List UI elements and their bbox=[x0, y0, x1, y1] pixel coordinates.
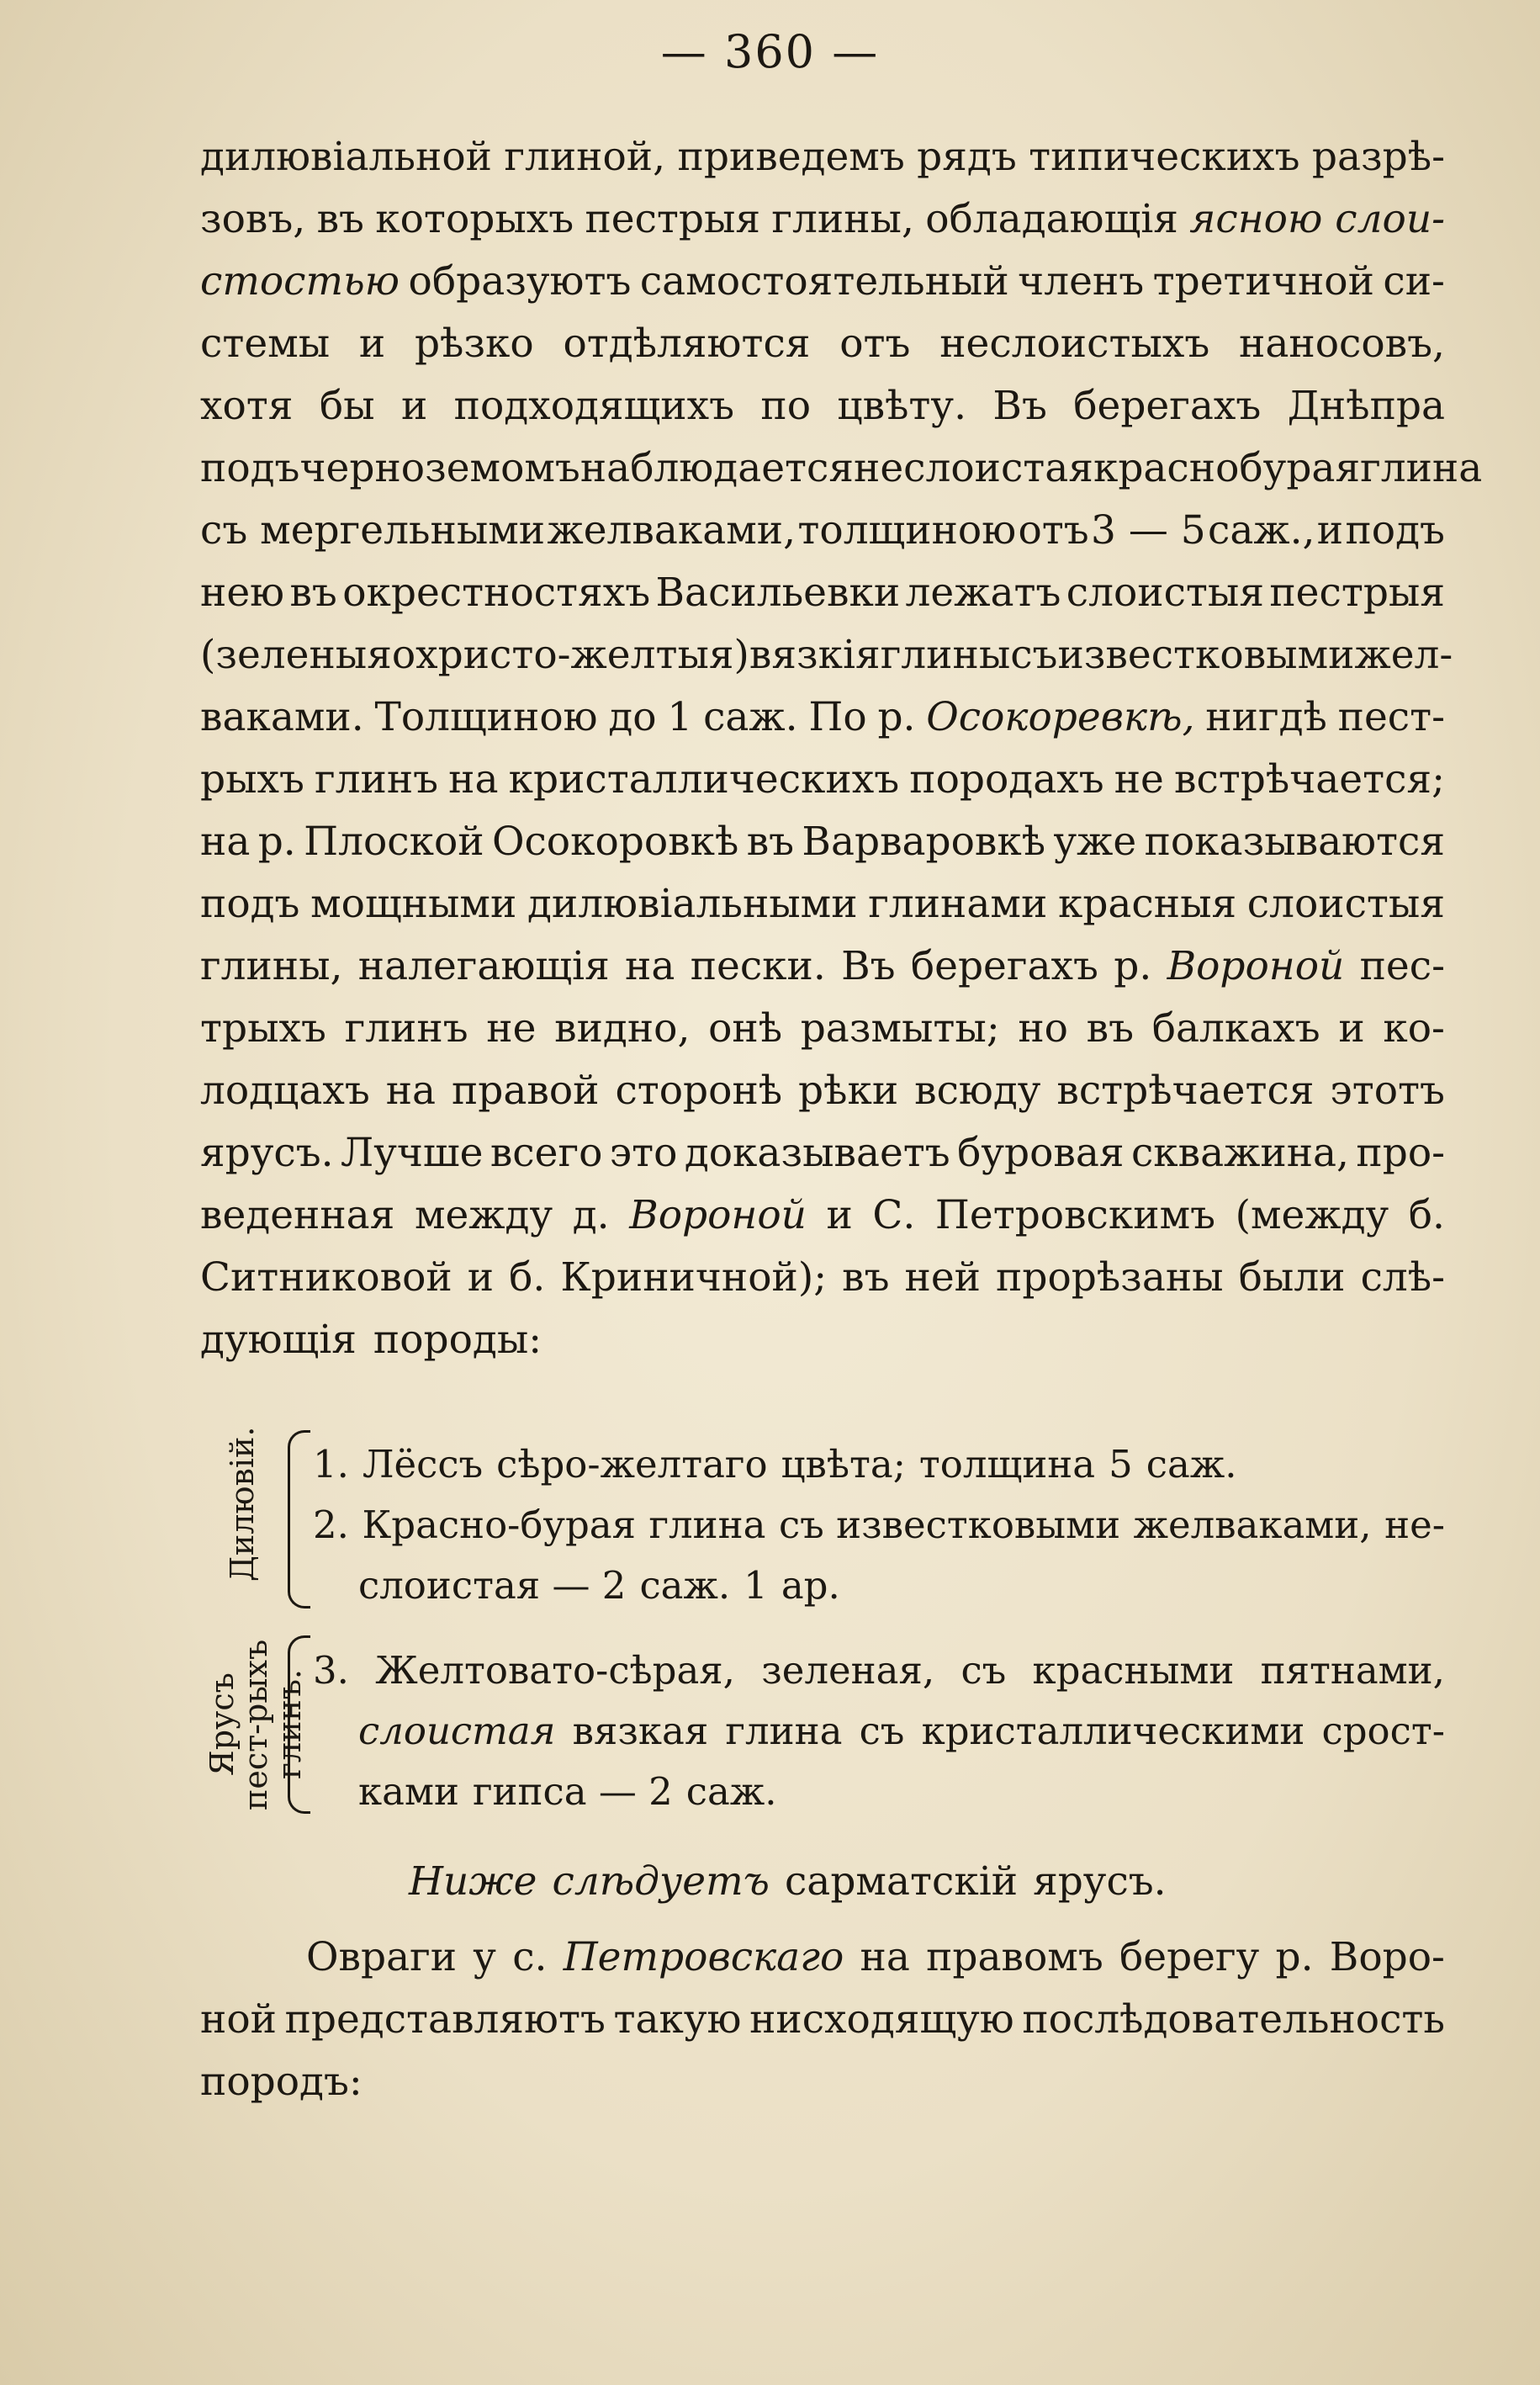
word: подъ bbox=[1345, 507, 1445, 554]
word: глинъ bbox=[315, 756, 439, 803]
item-line bbox=[313, 1495, 1445, 1556]
word: и bbox=[1316, 507, 1344, 554]
word: отъ bbox=[839, 321, 911, 367]
word: глина bbox=[1360, 445, 1483, 491]
section-brace-diluvium bbox=[288, 1430, 310, 1609]
text-line bbox=[200, 500, 1445, 562]
word: берегахъ bbox=[910, 943, 1098, 989]
word: лодцахъ bbox=[200, 1068, 370, 1114]
word: членъ bbox=[1018, 258, 1145, 305]
second-paragraph bbox=[200, 1927, 1445, 2113]
word: были bbox=[1238, 1254, 1346, 1301]
word: По bbox=[808, 694, 867, 740]
word: р. bbox=[1114, 943, 1152, 989]
text-line bbox=[200, 2051, 1445, 2113]
word: типическихъ bbox=[1029, 134, 1300, 180]
word: Плоской bbox=[304, 819, 484, 865]
word: (зеленыя bbox=[200, 632, 392, 678]
word: ар. bbox=[781, 1563, 840, 1608]
word: краснобурая bbox=[1093, 445, 1361, 491]
word: срост- bbox=[1321, 1709, 1445, 1753]
word: пестрыя bbox=[585, 196, 761, 242]
item-line bbox=[313, 1762, 1445, 1822]
text-line bbox=[200, 437, 1483, 500]
word: съ bbox=[859, 1709, 905, 1753]
text-line bbox=[200, 126, 1445, 188]
word: третичной bbox=[1152, 258, 1374, 305]
word: балкахъ bbox=[1151, 1005, 1320, 1052]
word: Вороной bbox=[1167, 943, 1345, 989]
word: нигдѣ bbox=[1205, 694, 1327, 740]
word: 3. bbox=[313, 1648, 349, 1693]
item-line bbox=[313, 1434, 1445, 1495]
word: на bbox=[860, 1934, 910, 1980]
text-line bbox=[200, 686, 1445, 749]
word: по bbox=[760, 383, 812, 429]
word: уже bbox=[1053, 819, 1137, 865]
word: слоистыя bbox=[1246, 881, 1445, 927]
section-variegated-clays-items bbox=[313, 1640, 1445, 1822]
word: и bbox=[358, 321, 386, 367]
word: въ bbox=[1086, 1005, 1135, 1052]
word: наблюдается bbox=[579, 445, 855, 491]
word: слоистая bbox=[358, 1709, 556, 1753]
word: про- bbox=[1356, 1130, 1445, 1176]
text-line bbox=[200, 313, 1445, 375]
main-paragraph bbox=[200, 126, 1483, 1371]
word: отдѣляются bbox=[563, 321, 811, 367]
word: толщиною bbox=[797, 507, 1017, 554]
word: и bbox=[467, 1254, 495, 1301]
word: глины, bbox=[771, 196, 914, 242]
word: 1 bbox=[667, 694, 693, 740]
word: дилювіальной bbox=[200, 134, 492, 180]
word: не- bbox=[1384, 1503, 1445, 1547]
word: это bbox=[609, 1130, 678, 1176]
word: Лучше bbox=[340, 1130, 484, 1176]
word: Воро- bbox=[1329, 1934, 1445, 1980]
word: послѣдовательность bbox=[1022, 1996, 1445, 2043]
word: пестрыя bbox=[1269, 570, 1445, 616]
word: глина bbox=[725, 1709, 843, 1753]
word: глинъ bbox=[344, 1005, 468, 1052]
word: глины, bbox=[200, 943, 343, 989]
word: породы: bbox=[373, 1317, 542, 1363]
word: представляютъ bbox=[284, 1996, 606, 2043]
word: Въ bbox=[841, 943, 896, 989]
word: р. bbox=[257, 819, 296, 865]
word: рѣзко bbox=[414, 321, 534, 367]
word: трыхъ bbox=[200, 1005, 326, 1052]
word: вязкая bbox=[572, 1709, 709, 1753]
text-line bbox=[200, 811, 1445, 873]
word: обладающія bbox=[925, 196, 1178, 242]
word: Криничной); bbox=[560, 1254, 828, 1301]
text-line bbox=[200, 562, 1445, 624]
word: глиной, bbox=[504, 134, 666, 180]
word: съ bbox=[961, 1648, 1007, 1693]
word: Въ bbox=[992, 383, 1047, 429]
word: слѣдуетъ bbox=[552, 1858, 770, 1905]
word: хотя bbox=[200, 383, 294, 429]
word: 2. bbox=[313, 1503, 349, 1547]
word: въ bbox=[289, 570, 337, 616]
text-line bbox=[200, 1185, 1445, 1247]
word: черноземомъ bbox=[299, 445, 580, 491]
word: глины bbox=[880, 632, 1011, 678]
word: Желтовато-сѣрая, bbox=[375, 1648, 735, 1693]
word: жел- bbox=[1354, 632, 1453, 678]
word: подъ bbox=[200, 881, 300, 927]
text-line bbox=[200, 624, 1453, 686]
word: гипса — 2 bbox=[472, 1769, 673, 1814]
word: разрѣ- bbox=[1311, 134, 1445, 180]
word: буровая bbox=[957, 1130, 1125, 1176]
text-line bbox=[200, 1060, 1445, 1122]
word: Овраги bbox=[306, 1934, 458, 1980]
word: всего bbox=[490, 1130, 603, 1176]
word: слоистыя bbox=[1066, 570, 1264, 616]
word: бы bbox=[319, 383, 375, 429]
word: но bbox=[1018, 1005, 1068, 1052]
word: Вороной bbox=[629, 1192, 807, 1238]
word: Ниже bbox=[409, 1858, 537, 1905]
text-line bbox=[200, 1309, 1445, 1371]
word: видно, bbox=[554, 1005, 691, 1052]
word: берегахъ bbox=[1073, 383, 1262, 429]
word: самостоятельный bbox=[639, 258, 1009, 305]
word: между bbox=[414, 1192, 553, 1238]
word: съ bbox=[1010, 632, 1058, 678]
word: стемы bbox=[200, 321, 331, 367]
word: Петровскаго bbox=[563, 1934, 844, 1980]
word: которыхъ bbox=[375, 196, 574, 242]
word: 1. bbox=[313, 1442, 349, 1487]
word: ярусъ. bbox=[200, 1130, 334, 1176]
item-line bbox=[313, 1640, 1445, 1701]
text-line bbox=[200, 1247, 1445, 1309]
word: кристаллическихъ bbox=[508, 756, 900, 803]
word: въ bbox=[842, 1254, 890, 1301]
word: мощными bbox=[310, 881, 517, 927]
word: известковыми bbox=[1057, 632, 1355, 678]
word: этотъ bbox=[1330, 1068, 1445, 1114]
word: 5 bbox=[1109, 1442, 1133, 1487]
word: д. bbox=[572, 1192, 610, 1238]
word: и bbox=[1338, 1005, 1365, 1052]
text-line bbox=[200, 749, 1445, 811]
word: рѣки bbox=[798, 1068, 899, 1114]
word: правомъ bbox=[926, 1934, 1103, 1980]
word: сарматскій bbox=[784, 1858, 1019, 1905]
text-line bbox=[200, 1122, 1445, 1185]
word: саж. bbox=[703, 694, 798, 740]
text-line bbox=[200, 873, 1445, 935]
word: Осокоровкѣ bbox=[491, 819, 739, 865]
word: цвѣта; bbox=[781, 1442, 906, 1487]
word: стостью bbox=[200, 258, 400, 305]
item-line bbox=[313, 1701, 1445, 1762]
word: желваками, bbox=[547, 507, 796, 554]
word: Петровскимъ bbox=[934, 1192, 1216, 1238]
word: дующія bbox=[200, 1317, 357, 1363]
word: пес- bbox=[1359, 943, 1445, 989]
word: неслоистая bbox=[854, 445, 1093, 491]
word: кристаллическими bbox=[921, 1709, 1305, 1753]
word: ками bbox=[358, 1769, 459, 1814]
word: ваками. bbox=[200, 694, 364, 740]
text-line bbox=[200, 1927, 1445, 1989]
word: налегающія bbox=[357, 943, 610, 989]
word: берегу bbox=[1119, 1934, 1260, 1980]
word: до bbox=[608, 694, 657, 740]
word: вязкія bbox=[749, 632, 881, 678]
word: слѣ- bbox=[1360, 1254, 1445, 1301]
text-line bbox=[200, 935, 1445, 998]
text-line bbox=[200, 188, 1445, 251]
word: въ bbox=[746, 819, 795, 865]
word: и bbox=[400, 383, 428, 429]
word: всюду bbox=[914, 1068, 1041, 1114]
word: подъ bbox=[200, 445, 300, 491]
word: зеленая, bbox=[761, 1648, 935, 1693]
word: С. bbox=[872, 1192, 916, 1238]
word: слоистая — 2 bbox=[358, 1563, 627, 1608]
word: ясною слои- bbox=[1189, 196, 1445, 242]
word: саж. bbox=[685, 1769, 777, 1814]
word: отъ bbox=[1018, 507, 1089, 554]
word: неслоистыхъ bbox=[939, 321, 1210, 367]
word: на bbox=[448, 756, 499, 803]
word: саж. bbox=[1146, 1442, 1237, 1487]
word: размыты; bbox=[800, 1005, 1000, 1052]
word: не bbox=[486, 1005, 537, 1052]
word: съ известковыми bbox=[778, 1503, 1121, 1547]
word: Лёссъ bbox=[362, 1442, 484, 1487]
word: саж. bbox=[639, 1563, 731, 1608]
below-line bbox=[409, 1851, 1182, 1913]
word: 1 bbox=[744, 1563, 768, 1608]
word: образуютъ bbox=[408, 258, 632, 305]
word: ко- bbox=[1383, 1005, 1445, 1052]
word: 3 — 5 bbox=[1090, 507, 1206, 554]
word: пест- bbox=[1337, 694, 1445, 740]
word: желваками, bbox=[1133, 1503, 1372, 1547]
word: у bbox=[473, 1934, 496, 1980]
word: такую bbox=[613, 1996, 742, 2043]
word: ярусъ. bbox=[1033, 1858, 1167, 1905]
word: охристо-желтыя) bbox=[391, 632, 749, 678]
word: красными bbox=[1032, 1648, 1235, 1693]
word: Ситниковой bbox=[200, 1254, 452, 1301]
word: показываются bbox=[1144, 819, 1445, 865]
word: наносовъ, bbox=[1239, 321, 1445, 367]
word: подходящихъ bbox=[453, 383, 735, 429]
word: дилювіальными bbox=[527, 881, 858, 927]
word: прорѣзаны bbox=[996, 1254, 1224, 1301]
word: породъ: bbox=[200, 2059, 363, 2105]
word: толщина bbox=[918, 1442, 1096, 1487]
word: доказываетъ bbox=[684, 1130, 950, 1176]
text-line bbox=[200, 1989, 1445, 2051]
section-label-variegated-clays: Ярусъ пест-рыхъ глинъ. bbox=[204, 1639, 308, 1810]
word: рядъ bbox=[917, 134, 1017, 180]
text-line bbox=[200, 375, 1445, 437]
word: онѣ bbox=[708, 1005, 783, 1052]
word: красныя bbox=[1057, 881, 1237, 927]
word: Толщиною bbox=[374, 694, 598, 740]
word: правой bbox=[451, 1068, 600, 1114]
word: Осокоревкѣ, bbox=[926, 694, 1195, 740]
word: на bbox=[200, 819, 251, 865]
word: р. bbox=[1275, 1934, 1314, 1980]
word: приведемъ bbox=[677, 134, 905, 180]
word: б. bbox=[1408, 1192, 1445, 1238]
section-brace-variegated-clays bbox=[288, 1635, 310, 1814]
word: породахъ bbox=[909, 756, 1104, 803]
word: пятнами, bbox=[1260, 1648, 1445, 1693]
word: пески. bbox=[690, 943, 826, 989]
word: сѣро-желтаго bbox=[496, 1442, 768, 1487]
word: цвѣту. bbox=[837, 383, 967, 429]
word: и bbox=[826, 1192, 853, 1238]
word: встрѣчается; bbox=[1173, 756, 1445, 803]
word: ней bbox=[904, 1254, 981, 1301]
word: скважина, bbox=[1130, 1130, 1349, 1176]
text-line bbox=[200, 251, 1445, 313]
word: рыхъ bbox=[200, 756, 304, 803]
word: глинами bbox=[868, 881, 1048, 927]
word: на bbox=[625, 943, 675, 989]
word: не bbox=[1114, 756, 1164, 803]
word: б. bbox=[509, 1254, 546, 1301]
word: на bbox=[385, 1068, 437, 1114]
word: Варваровкѣ bbox=[802, 819, 1046, 865]
word: Красно-бурая bbox=[362, 1503, 636, 1547]
word: лежатъ bbox=[905, 570, 1061, 616]
word: си- bbox=[1383, 258, 1445, 305]
word: встрѣчается bbox=[1056, 1068, 1315, 1114]
word: с. bbox=[512, 1934, 548, 1980]
word: (между bbox=[1235, 1192, 1389, 1238]
word: саж., bbox=[1208, 507, 1315, 554]
word: р. bbox=[877, 694, 916, 740]
word: нисходящую bbox=[749, 1996, 1014, 2043]
section-diluvium-items bbox=[313, 1434, 1445, 1616]
word: сторонѣ bbox=[615, 1068, 783, 1114]
word: нею bbox=[200, 570, 285, 616]
word: съ мергельными bbox=[200, 507, 546, 554]
word: ной bbox=[200, 1996, 277, 2043]
word: веденная bbox=[200, 1192, 395, 1238]
word: глина bbox=[648, 1503, 766, 1547]
section-label-diluvium: Дилювій. bbox=[224, 1426, 261, 1582]
page-number: — 360 — bbox=[660, 25, 880, 78]
item-line bbox=[313, 1556, 1445, 1616]
word: Васильевки bbox=[655, 570, 901, 616]
word: окрестностяхъ bbox=[342, 570, 651, 616]
word: въ bbox=[316, 196, 364, 242]
word: Днѣпра bbox=[1287, 383, 1445, 429]
text-line bbox=[200, 998, 1445, 1060]
word: зовъ, bbox=[200, 196, 306, 242]
